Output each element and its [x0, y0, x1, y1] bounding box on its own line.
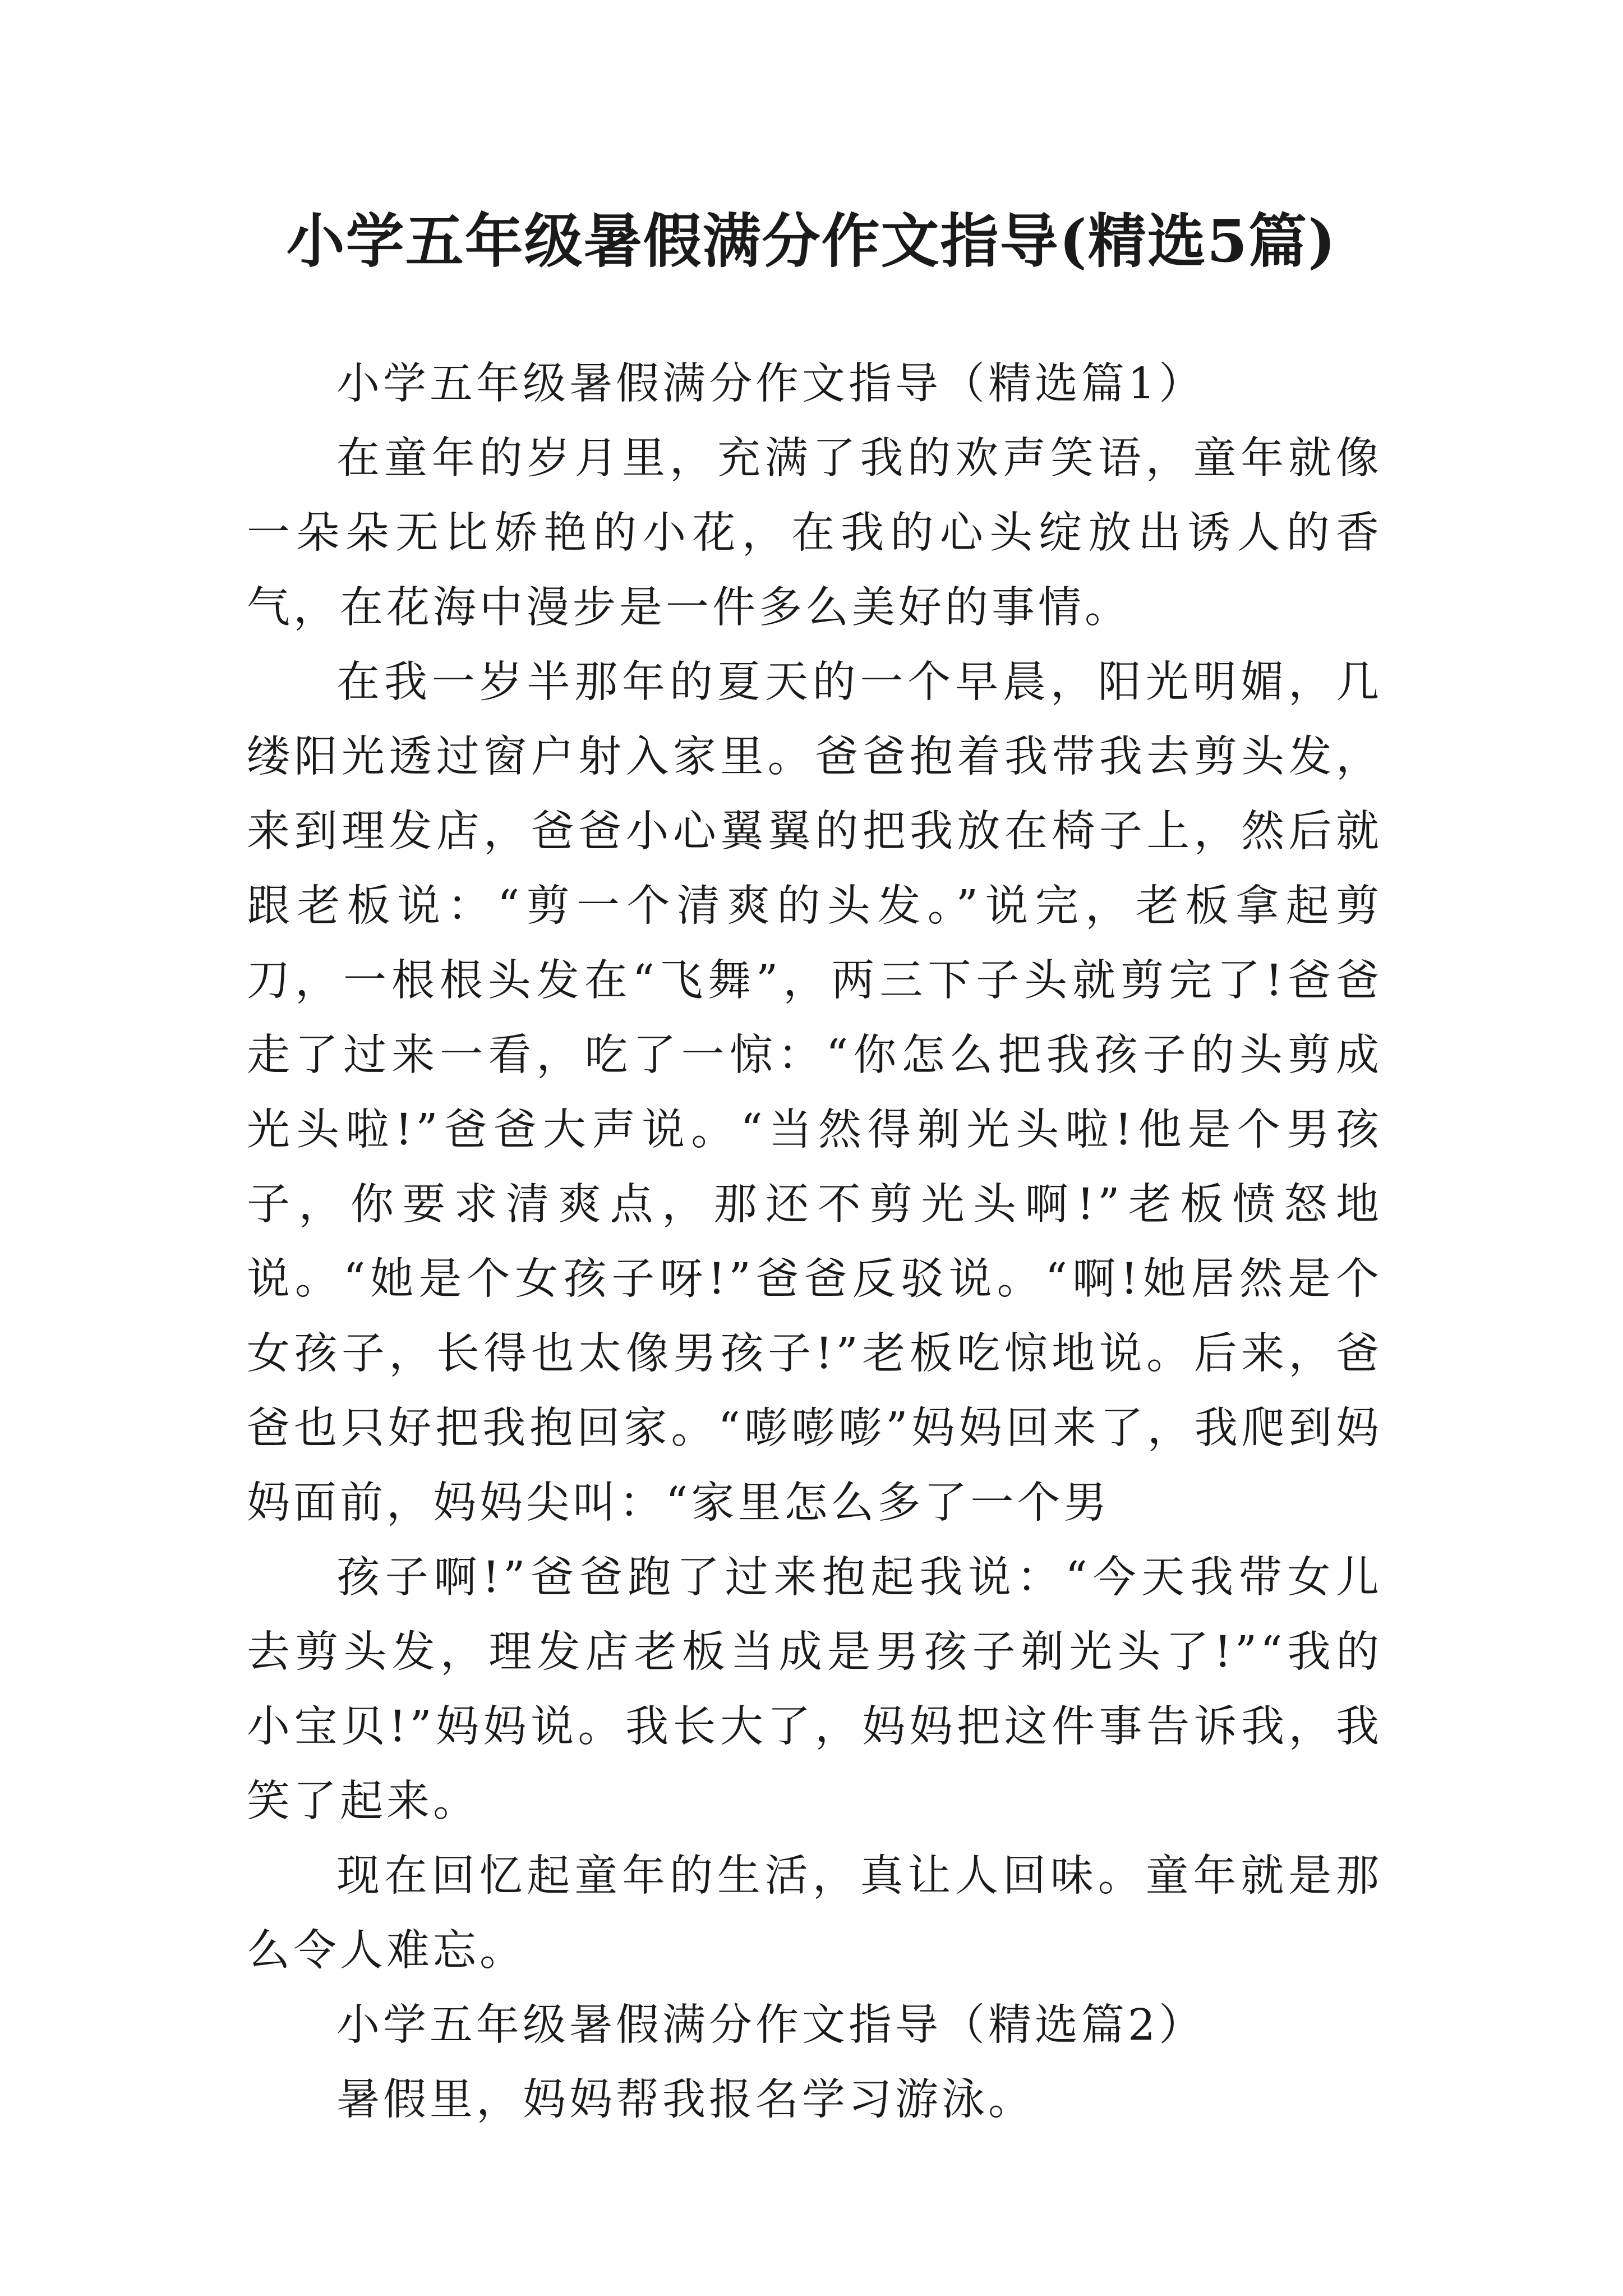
- document-title: 小学五年级暑假满分作文指导(精选5篇): [286, 206, 1337, 275]
- paragraph: 现在回忆起童年的生活，真让人回味。童年就是那么令人难忘。: [247, 1851, 1382, 1976]
- paragraph: 暑假里，妈妈帮我报名学习游泳。: [336, 2075, 1035, 2125]
- section-heading-2: 小学五年级暑假满分作文指导（精选篇2）: [336, 2000, 1205, 2050]
- section-heading-1: 小学五年级暑假满分作文指导（精选篇1）: [336, 359, 1205, 409]
- paragraph: 在童年的岁月里，充满了我的欢声笑语，童年就像一朵朵无比娇艳的小花，在我的心头绽放出诱人的香气，在花海中漫步是一件多么美好的事情。: [247, 434, 1382, 633]
- paragraph: 孩子啊!”爸爸跑了过来抱起我说：“今天我带女儿去剪头发，理发店老板当成是男孩子剃光头了!”“我的小宝贝!”妈妈说。我长大了，妈妈把这件事告诉我，我笑了起来。: [247, 1553, 1382, 1826]
- document-body: [247, 347, 1382, 2137]
- paragraph: 在我一岁半那年的夏天的一个早晨，阳光明媚，几缕阳光透过窗户射入家里。爸爸抱着我带我去剪头发，来到理发店，爸爸小心翼翼的把我放在椅子上，然后就跟老板说：“剪一个清爽的头发。”说完，老板拿起剪刀，一根根头发在“飞舞”，两三下子头就剪完了!爸爸走了过来一看，吃了一惊：“你怎么把我孩子的头剪成光头啦!”爸爸大声说。“当然得剃光头啦!他是个男孩子，你要求清爽点，那还不剪光头啊!”老板愤怒地说。“她是个女孩子呀!”爸爸反驳说。“啊!她居然是个女孩子，长得也太像男孩子!”老板吃惊地说。后来，爸爸也只好把我抱回家。“嘭嘭嘭”妈妈回来了，我爬到妈妈面前，妈妈尖叫：“家里怎么多了一个男: [247, 657, 1382, 1528]
